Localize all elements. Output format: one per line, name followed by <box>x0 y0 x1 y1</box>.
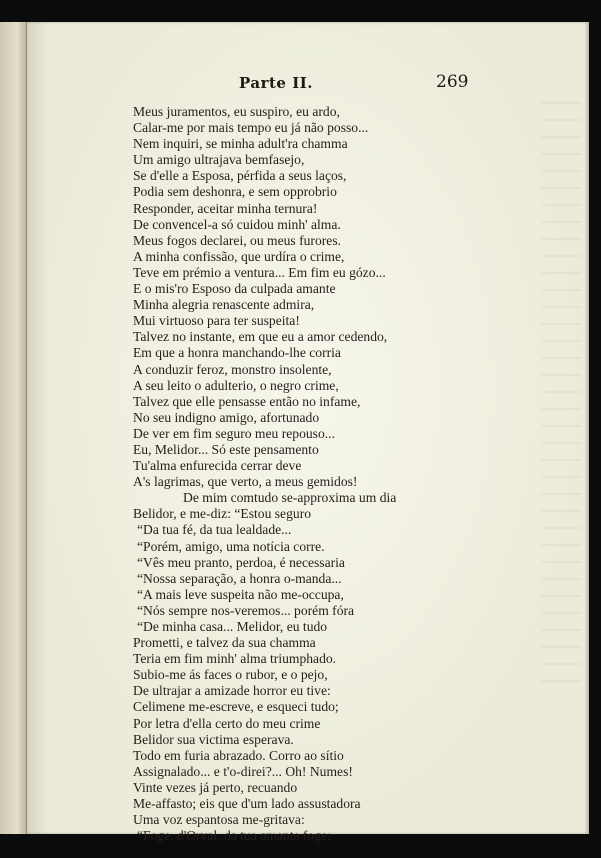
poem-line: Talvez no instante, em que eu a amor cedendo, <box>133 329 388 345</box>
poem-line: Podia sem deshonra, e sem opprobrio <box>133 184 337 200</box>
poem-line: Uma voz espantosa me-gritava: <box>133 812 305 828</box>
poem-line: Belidor, e me-diz: “Estou seguro <box>133 506 312 522</box>
show-through-text <box>541 102 581 682</box>
poem-line: De mim comtudo se-approxima um dia <box>183 490 397 506</box>
poem-line: Prometti, e talvez da sua chamma <box>133 635 316 651</box>
poem-line: A seu leito o adulterio, o negro crime, <box>133 377 339 393</box>
poem-line: “Foge, d'Orval, da tua amante foge; <box>137 828 331 844</box>
poem-line: Meus juramentos, eu suspiro, eu ardo, <box>133 104 340 119</box>
running-head: Parte II. <box>239 74 313 92</box>
poem-line: Me-affasto; eis que d'um lado assustadora <box>133 796 361 812</box>
poem-line: A's lagrimas, que verto, a meus gemidos! <box>133 474 358 490</box>
poem-line: Calar-me por mais tempo eu já não posso... <box>133 120 369 136</box>
poem-line: Tu'alma enfurecida cerrar deve <box>133 458 302 474</box>
poem-line: Em que a honra manchando-lhe corria <box>133 345 341 361</box>
poem-line: “De minha casa... Melidor, eu tudo <box>137 619 328 634</box>
poem-line: De ver em fim seguro meu repouso... <box>133 425 335 441</box>
page-number: 269 <box>436 72 469 92</box>
poem-line: Celimene me-escreve, e esqueci tudo; <box>133 699 339 715</box>
poem-line: Mui virtuoso para ter suspeita! <box>133 313 300 329</box>
poem-line: Minha alegria renascente admira, <box>133 297 315 313</box>
poem-line: A minha confissão, que urdíra o crime, <box>133 248 345 264</box>
poem-line: Responder, aceitar minha ternura! <box>133 200 318 216</box>
poem-line: De convencel-a só cuidou minh' alma. <box>133 216 341 232</box>
poem-line: Talvez que elle pensasse então no infame, <box>133 393 361 409</box>
poem-line: No seu indigno amigo, afortunado <box>133 409 320 425</box>
poem-line: “Porém, amigo, uma notícia corre. <box>137 538 325 554</box>
poem-line: “Da tua fé, da tua lealdade... <box>137 522 292 538</box>
poem-line: Meus fogos declarei, ou meus furores. <box>133 232 342 248</box>
poem-line: Assignalado... e t'o-direi?... Oh! Numes! <box>133 763 353 779</box>
poem-line: “Vês meu pranto, perdoa, é necessaria <box>137 554 345 570</box>
poem-line: Subio-me ás faces o rubor, e o pejo, <box>133 667 328 683</box>
poem-line: Se d'elle a Esposa, pérfida a seus laços, <box>133 168 347 184</box>
poem-text <box>133 104 443 844</box>
poem-line: “Nós sempre nos-veremos... porém fóra <box>137 602 355 618</box>
poem-line: Teve em prémio a ventura... Em fim eu gózo... <box>133 264 386 280</box>
poem-line: Todo em furia abrazado. Corro ao sítio <box>133 747 344 763</box>
poem-line: Eu, Melidor... Só este pensamento <box>133 441 319 457</box>
poem-line: Nem inquiri, se minha adult'ra chamma <box>133 136 348 152</box>
poem-line: De ultrajar a amizade horror eu tive: <box>133 683 331 699</box>
poem-line: E o mis'ro Esposo da culpada amante <box>133 281 336 297</box>
poem-line: Vinte vezes já perto, recuando <box>133 779 298 795</box>
poem-line: “Nossa separação, a honra o-manda... <box>137 570 342 586</box>
poem-line: “A mais leve suspeita não me-occupa, <box>137 586 344 602</box>
poem-line: Belidor sua victima esperava. <box>133 731 294 747</box>
poem-line: Teria em fim minh' alma triumphado. <box>133 651 337 667</box>
poem-line: A conduzir feroz, monstro insolente, <box>133 361 332 377</box>
poem-line: Por letra d'ella certo do meu crime <box>133 715 321 731</box>
facing-page-edge <box>0 22 27 834</box>
poem-line: Um amigo ultrajava bemfasejo, <box>133 152 305 168</box>
